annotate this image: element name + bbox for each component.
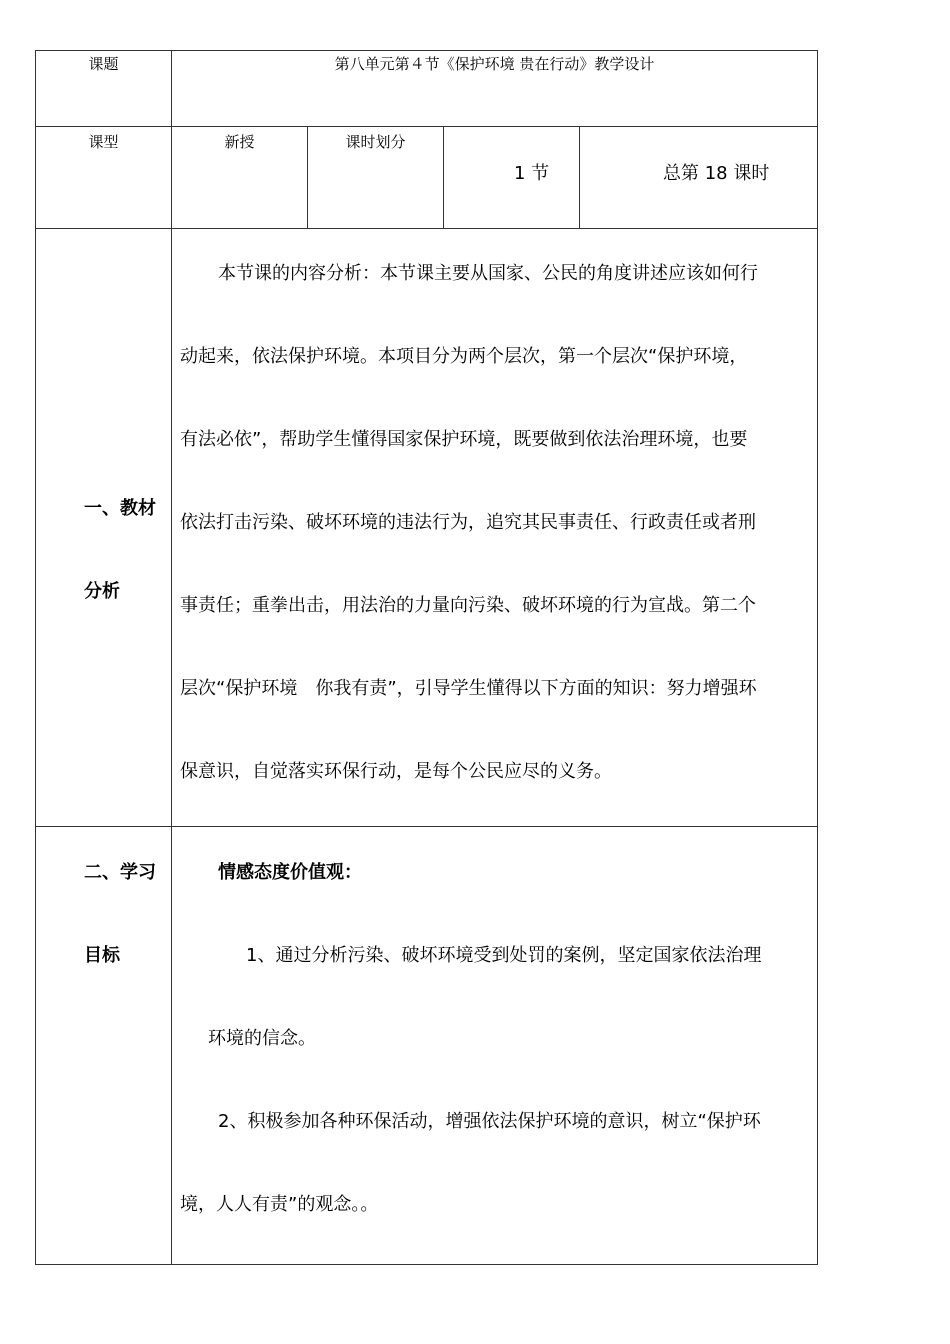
goal-item-1-line2: 环境的信念。 — [208, 1028, 316, 1049]
type-value: 新授 — [224, 133, 255, 151]
title-label-cell — [35, 50, 172, 127]
analysis-label-line1: 一、教材 — [84, 498, 156, 519]
type-label: 课型 — [88, 133, 119, 151]
goals-label-cell — [35, 826, 172, 1265]
analysis-content-cell — [171, 228, 818, 827]
total-value-cell — [579, 126, 818, 229]
total-value: 总第 18 课时 — [663, 163, 770, 184]
type-label-cell — [35, 126, 172, 229]
analysis-line: 保意识，自觉落实环保行动，是每个公民应尽的义务。 — [180, 761, 612, 782]
goal-item-2-line2: 境，人人有责”的观念。。 — [180, 1194, 379, 1215]
analysis-line: 层次“保护环境 你我有责”，引导学生懂得以下方面的知识：努力增强环 — [180, 678, 757, 699]
goals-heading: 情感态度价值观： — [218, 862, 362, 883]
title-value-cell — [171, 50, 818, 127]
analysis-line: 有法必依”，帮助学生懂得国家保护环境，既要做到依法治理环境，也要 — [180, 429, 748, 450]
title-label: 课题 — [88, 55, 119, 73]
goals-content-cell — [171, 826, 818, 1265]
analysis-line: 依法打击污染、破坏环境的违法行为，追究其民事责任、行政责任或者刑 — [180, 512, 756, 533]
goal-item-2-line1: 2、积极参加各种环保活动，增强依法保护环境的意识，树立“保护环 — [218, 1111, 761, 1132]
period-label-cell — [307, 126, 444, 229]
analysis-label-line2: 分析 — [84, 581, 120, 602]
goals-label-line2: 目标 — [84, 945, 120, 966]
analysis-line: 动起来，依法保护环境。本项目分为两个层次，第一个层次“保护环境， — [180, 346, 748, 367]
analysis-line: 本节课的内容分析：本节课主要从国家、公民的角度讲述应该如何行 — [218, 263, 758, 284]
goals-label-line1: 二、学习 — [84, 862, 156, 883]
analysis-line: 事责任；重拳出击，用法治的力量向污染、破坏环境的行为宣战。第二个 — [180, 595, 756, 616]
lesson-plan-table — [35, 50, 818, 1265]
type-value-cell — [171, 126, 308, 229]
period-value: 1 节 — [514, 163, 550, 184]
period-value-cell — [443, 126, 580, 229]
lesson-title: 第八单元第４节《保护环境 贵在行动》教学设计 — [334, 55, 655, 73]
period-label: 课时划分 — [345, 133, 406, 151]
analysis-label-cell — [35, 228, 172, 827]
goal-item-1-line1: 1、通过分析污染、破坏环境受到处罚的案例，坚定国家依法治理 — [246, 945, 762, 966]
